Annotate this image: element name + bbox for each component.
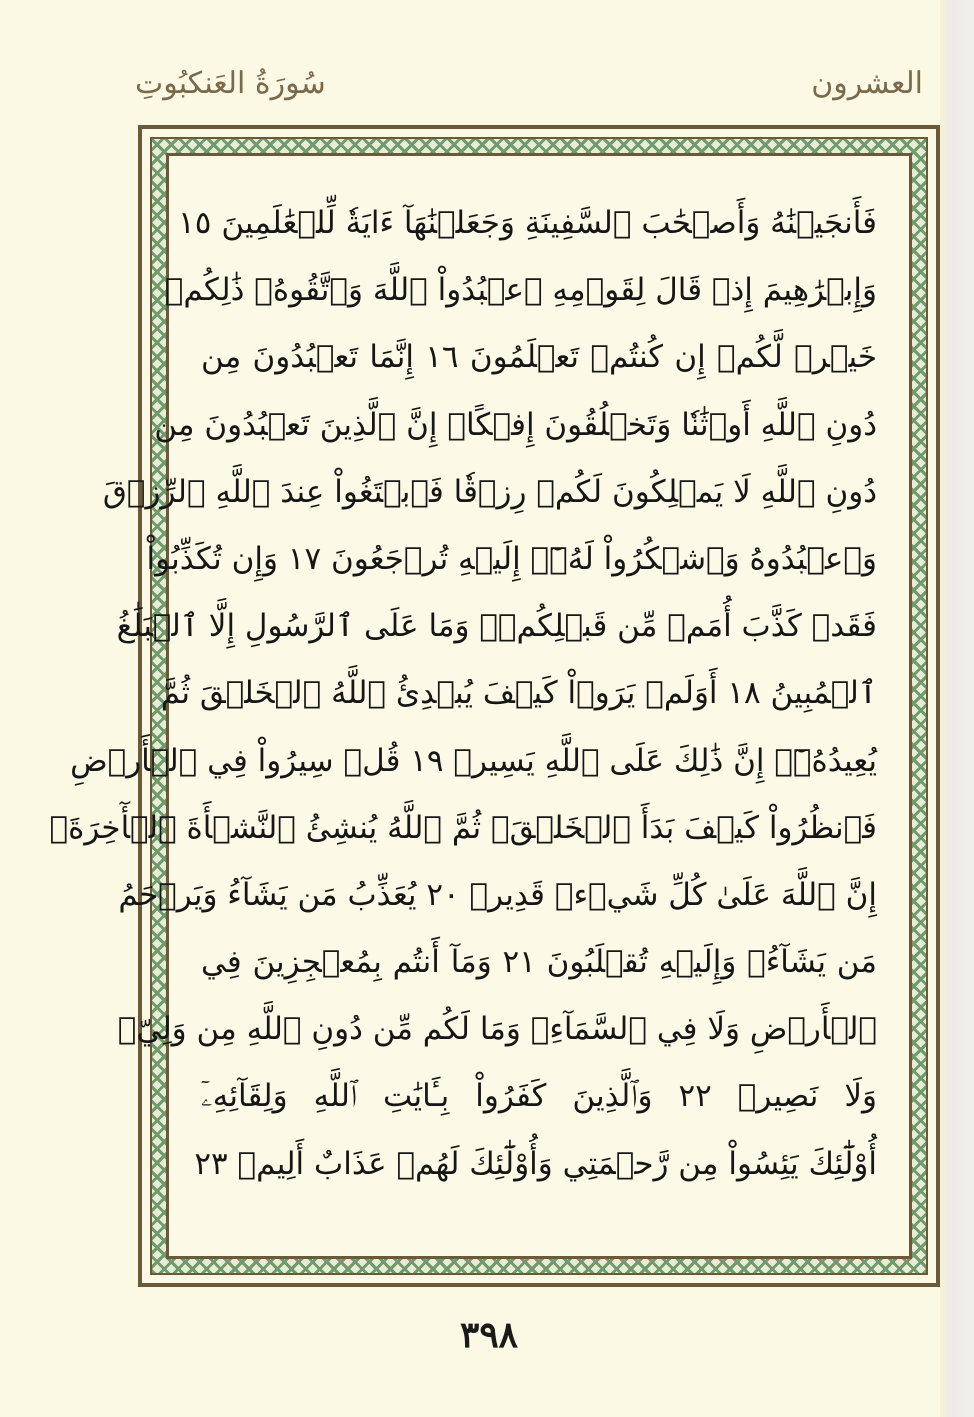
text-line-6: وَٱعۡبُدُوهُ وَٱشۡكُرُواْ لَهُۥٓۖ إِلَيۡهِ تُرۡجَعُونَ ١٧ وَإِن تُكَذِّبُواْ — [146, 540, 877, 577]
text-line-8: ٱلۡمُبِينُ ١٨ أَوَلَمۡ يَرَوۡاْ كَيۡفَ يُبۡدِئُ ٱللَّهُ ٱلۡخَلۡقَ ثُمَّ — [160, 675, 877, 712]
text-line-15: أُوْلَٰٓئِكَ يَئِسُواْ مِن رَّحۡمَتِي وَأُوْلَٰٓئِكَ لَهُمۡ عَذَابٌ أَلِيمٞ ٢٣ — [194, 1145, 877, 1182]
text-line-3: خَيۡرٞ لَّكُمۡ إِن كُنتُمۡ تَعۡلَمُونَ ١٦ إِنَّمَا تَعۡبُدُونَ مِن — [201, 339, 877, 376]
text-line-10: فَٱنظُرُواْ كَيۡفَ بَدَأَ ٱلۡخَلۡقَۚ ثُمَّ ٱللَّهُ يُنشِئُ ٱلنَّشۡأَةَ ٱلۡأٓخِرَةَۚ — [49, 809, 877, 846]
text-panel — [49, 153, 912, 1259]
text-line-11: إِنَّ ٱللَّهَ عَلَىٰ كُلِّ شَيۡءٖ قَدِيرٞ ٢٠ يُعَذِّبُ مَن يَشَآءُ وَيَرۡحَمُ — [118, 876, 877, 913]
juz-label: العشرون — [811, 66, 923, 101]
text-line-9: يُعِيدُهُۥٓۚ إِنَّ ذَٰلِكَ عَلَى ٱللَّهِ يَسِيرٞ ١٩ قُلۡ سِيرُواْ فِي ٱلۡأَرۡضِ — [70, 742, 877, 779]
surah-name: سُورَةُ العَنكبُوتِ — [135, 66, 326, 101]
text-line-1: فَأَنجَيۡنَٰهُ وَأَصۡحَٰبَ ٱلسَّفِينَةِ وَجَعَلۡنَٰهَآ ءَايَةٗ لِّلۡعَٰلَمِينَ ١٥ — [178, 205, 877, 241]
page-number: ٣٩٨ — [459, 1314, 518, 1356]
text-line-7: فَقَدۡ كَذَّبَ أُمَمٞ مِّن قَبۡلِكُمۡۖ وَمَا عَلَى ٱلرَّسُولِ إِلَّا ٱلۡبَلَٰغُ — [116, 608, 877, 645]
verse-text-block — [49, 190, 877, 1198]
page-edge — [940, 0, 974, 1417]
text-line-5: دُونِ ٱللَّهِ لَا يَمۡلِكُونَ لَكُمۡ رِزۡقٗا فَٱبۡتَغُواْ عِندَ ٱللَّهِ ٱلرِّزۡقَ — [102, 473, 877, 510]
text-line-13: ٱلۡأَرۡضِ وَلَا فِي ٱلسَّمَآءِۖ وَمَا لَكُم مِّن دُونِ ٱللَّهِ مِن وَلِيّٖ — [117, 1011, 877, 1048]
ornamental-frame — [49, 125, 940, 1287]
text-line-2: وَإِبۡرَٰهِيمَ إِذۡ قَالَ لِقَوۡمِهِ ٱعۡبُدُواْ ٱللَّهَ وَٱتَّقُوهُۖ ذَٰلِكُمۡ — [164, 272, 877, 309]
text-line-12: مَن يَشَآءُۖ وَإِلَيۡهِ تُقۡلَبُونَ ٢١ وَمَآ أَنتُم بِمُعۡجِزِينَ فِي — [201, 944, 877, 981]
page-header — [135, 66, 923, 116]
text-line-14: وَلَا نَصِيرٖ ٢٢ وَٱلَّذِينَ كَفَرُواْ بِـَٔايَٰتِ ٱللَّهِ وَلِقَآئِهِۦٓ — [201, 1078, 877, 1115]
text-line-4: دُونِ ٱللَّهِ أَوۡثَٰنٗا وَتَخۡلُقُونَ إِفۡكًاۚ إِنَّ ٱلَّذِينَ تَعۡبُدُونَ مِن — [154, 406, 877, 443]
